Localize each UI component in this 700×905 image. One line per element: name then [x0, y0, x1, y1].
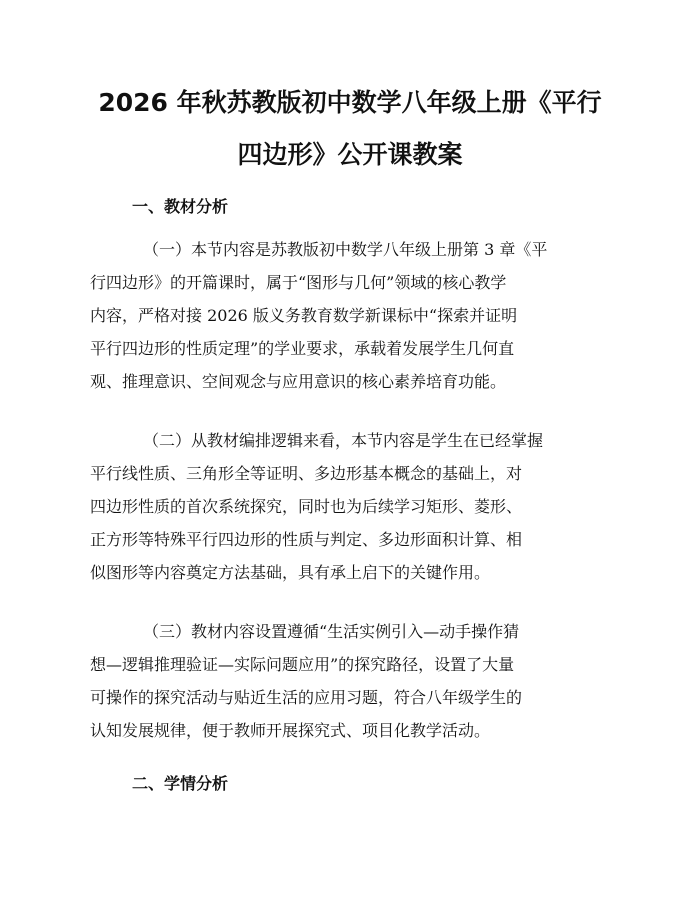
paragraph-line: （二）从教材编排逻辑来看，本节内容是学生在已经掌握 — [143, 431, 544, 450]
paragraph-line: 平行四边形的性质定理”的学业要求，承载着发展学生几何直 — [90, 339, 515, 358]
paragraph-line: 内容，严格对接 2026 版义务教育数学新课标中“探索并证明 — [90, 306, 518, 325]
paragraph-line: 似图形等内容奠定方法基础，具有承上启下的关键作用。 — [90, 563, 491, 582]
paragraph-2 — [90, 424, 610, 589]
paragraph-line: （一）本节内容是苏教版初中数学八年级上册第 3 章《平 — [143, 240, 548, 259]
paragraph-line: 观、推理意识、空间观念与应用意识的核心素养培育功能。 — [90, 372, 507, 391]
paragraph-line: 可操作的探究活动与贴近生活的应用习题，符合八年级学生的 — [90, 688, 523, 707]
section-heading-learner-analysis: 二、学情分析 — [132, 774, 229, 793]
document-title-line-2: 四边形》公开课教案 — [237, 140, 463, 169]
section-heading-textbook-analysis: 一、教材分析 — [132, 197, 229, 216]
paragraph-line: 行四边形》的开篇课时，属于“图形与几何”领域的核心教学 — [90, 273, 507, 292]
paragraph-line: 想—逻辑推理验证—实际问题应用”的探究路径，设置了大量 — [90, 655, 515, 674]
paragraph-line: 认知发展规律，便于教师开展探究式、项目化教学活动。 — [90, 721, 491, 740]
paragraph-line: 平行线性质、三角形全等证明、多边形基本概念的基础上，对 — [90, 464, 523, 483]
document-title-line-1: 2026 年秋苏教版初中数学八年级上册《平行 — [98, 88, 602, 117]
paragraph-line: （三）教材内容设置遵循“生活实例引入—动手操作猜 — [143, 622, 520, 641]
paragraph-3 — [90, 615, 610, 747]
paragraph-1 — [90, 233, 610, 398]
paragraph-line: 四边形性质的首次系统探究，同时也为后续学习矩形、菱形、 — [90, 497, 523, 516]
paragraph-line: 正方形等特殊平行四边形的性质与判定、多边形面积计算、相 — [90, 530, 523, 549]
